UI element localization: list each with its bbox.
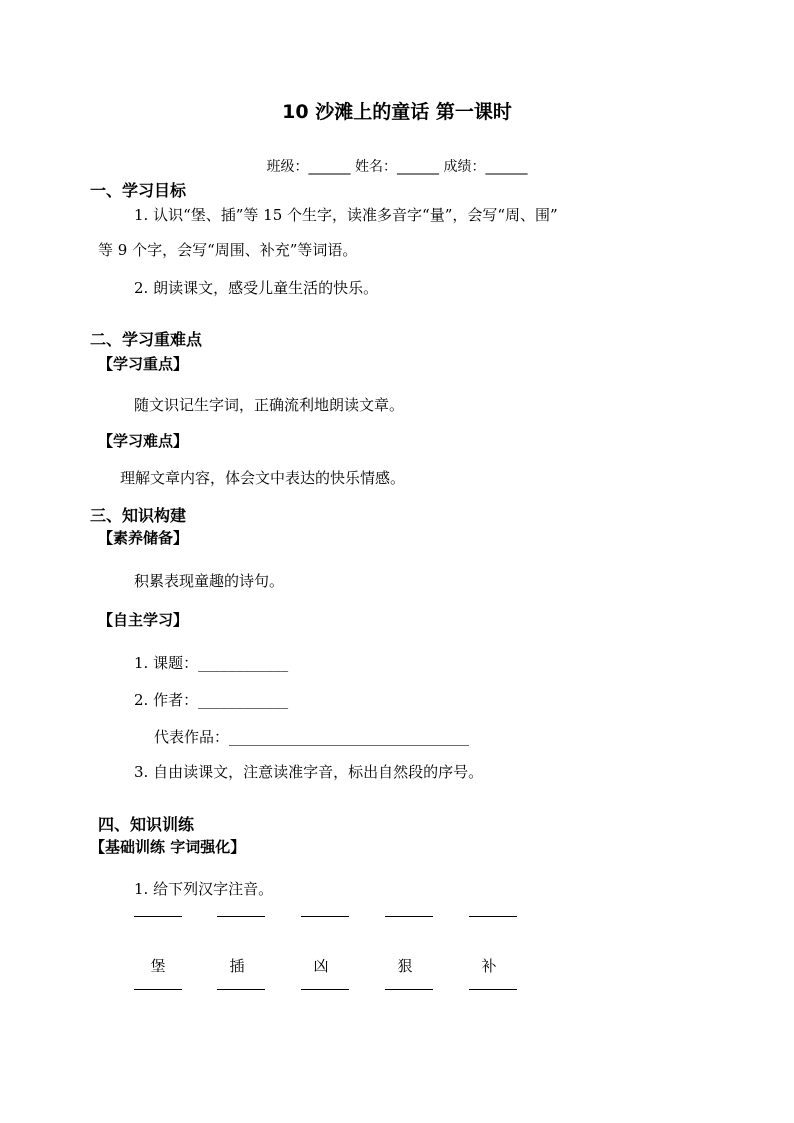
pinyin-blank	[385, 989, 433, 990]
pinyin-blanks-top	[0, 916, 794, 936]
pinyin-blank	[385, 916, 433, 917]
pinyin-blank	[134, 916, 182, 917]
basic-training-label: 【基础训练 字词强化】	[90, 838, 246, 856]
pinyin-character: 插	[229, 957, 245, 975]
goal-item-2: 2. 朗读课文，感受儿童生活的快乐。	[134, 279, 379, 297]
question-author-blank: 2. 作者：____________	[134, 691, 289, 709]
pinyin-character: 狠	[397, 957, 413, 975]
self-study-label: 【自主学习】	[98, 611, 189, 629]
question-read-aloud: 3. 自由读课文，注意读准字音，标出自然段的序号。	[134, 763, 484, 781]
goal-item-1-line-1: 1. 认识“堡、插”等 15 个生字，读准多音字“量”，会写“周、围”	[134, 206, 558, 224]
focus-label: 【学习重点】	[98, 355, 189, 373]
pinyin-blank	[469, 989, 517, 990]
focus-text: 随文识记生字词，正确流利地朗读文章。	[134, 396, 405, 414]
prep-label: 【素养储备】	[98, 529, 189, 547]
pinyin-blank	[469, 916, 517, 917]
pinyin-blank	[301, 916, 349, 917]
difficulty-label: 【学习难点】	[98, 432, 189, 450]
difficulty-text: 理解文章内容，体会文中表达的快乐情感。	[120, 469, 406, 487]
student-info-line: 班级：______ 姓名：______ 成绩：______	[266, 159, 528, 175]
pinyin-character: 堡	[150, 957, 166, 975]
pinyin-blank	[217, 916, 265, 917]
question-pinyin: 1. 给下列汉字注音。	[134, 880, 274, 898]
question-works-blank: 代表作品：________________________________	[154, 728, 470, 746]
pinyin-blank	[134, 989, 182, 990]
goal-item-1-line-2: 等 9 个字，会写“周围、补充”等词语。	[98, 241, 358, 259]
section-heading-training: 四、知识训练	[98, 815, 195, 834]
pinyin-blank	[301, 989, 349, 990]
section-heading-key-points: 二、学习重难点	[90, 330, 203, 349]
prep-text: 积累表现童趣的诗句。	[134, 572, 285, 590]
section-heading-learning-goals: 一、学习目标	[90, 181, 187, 200]
section-heading-knowledge: 三、知识构建	[90, 506, 187, 525]
pinyin-character: 补	[481, 957, 497, 975]
question-title-blank: 1. 课题：____________	[134, 654, 289, 672]
pinyin-characters	[0, 955, 794, 975]
pinyin-blank	[217, 989, 265, 990]
pinyin-character: 凶	[313, 957, 329, 975]
page-title: 10 沙滩上的童话 第一课时	[282, 101, 512, 123]
pinyin-blanks-bottom	[0, 989, 794, 1009]
